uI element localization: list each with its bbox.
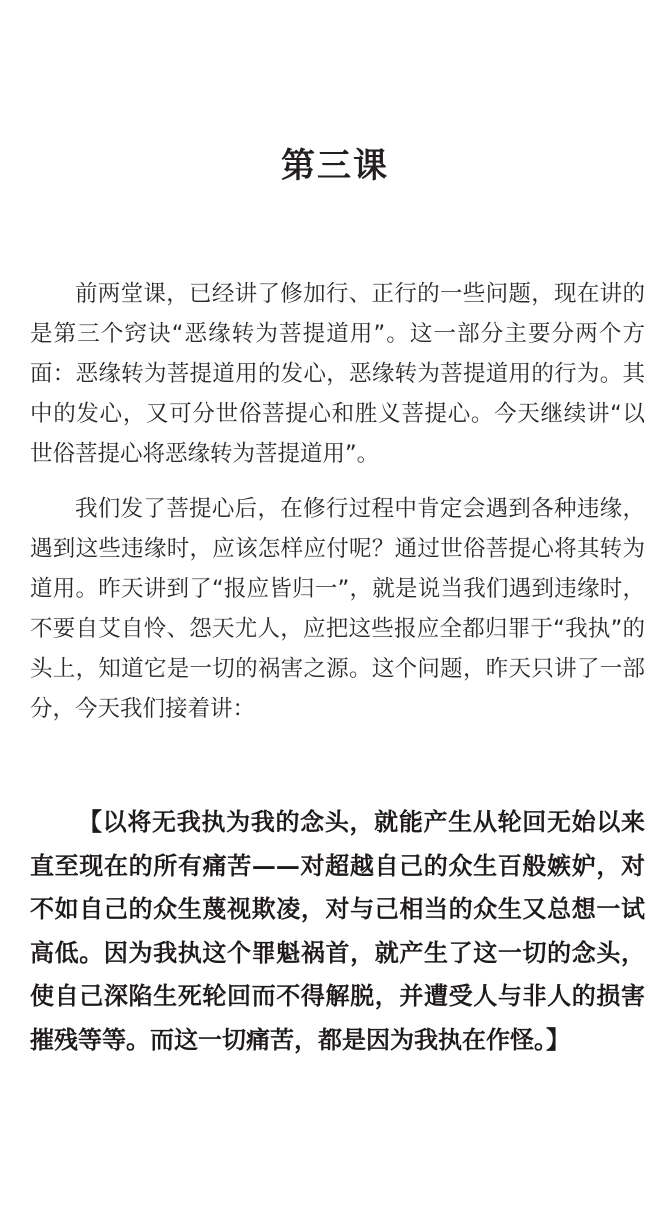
lesson-title: 第三课 (281, 146, 389, 186)
root-text-quote: 【以将无我执为我的念头，就能产生从轮回无始以来直至现在的所有痛苦——对超越自己的众生百般嫉妒，对不如自己的众生蔑视欺凌，对与己相当的众生又总想一试高低。因为我执这个罪魁祸首，就产生了这一切的念头，使自己深陷生死轮回而不得解脱，并遭受人与非人的损害摧残等等。而这一切痛苦，都是因为我执在作怪。】 (30, 807, 645, 1054)
body-paragraph-1: 前两堂课，已经讲了修加行、正行的一些问题，现在讲的是第三个窍诀“恶缘转为菩提道用”。这一部分主要分两个方面：恶缘转为菩提道用的发心，恶缘转为菩提道用的行为。其中的发心，又可分世俗菩提心和胜义菩提心。今天继续讲“以世俗菩提心将恶缘转为菩提道用”。 (30, 281, 645, 467)
body-paragraph-2: 我们发了菩提心后，在修行过程中肯定会遇到各种违缘，遇到这些违缘时，应该怎样应付呢？通过世俗菩提心将其转为道用。昨天讲到了“报应皆归一”，就是说当我们遇到违缘时，不要自艾自怜、怨天尤人，应把这些报应全都归罪于“我执”的头上，知道它是一切的祸害之源。这个问题，昨天只讲了一部分，今天我们接着讲： (30, 496, 645, 722)
